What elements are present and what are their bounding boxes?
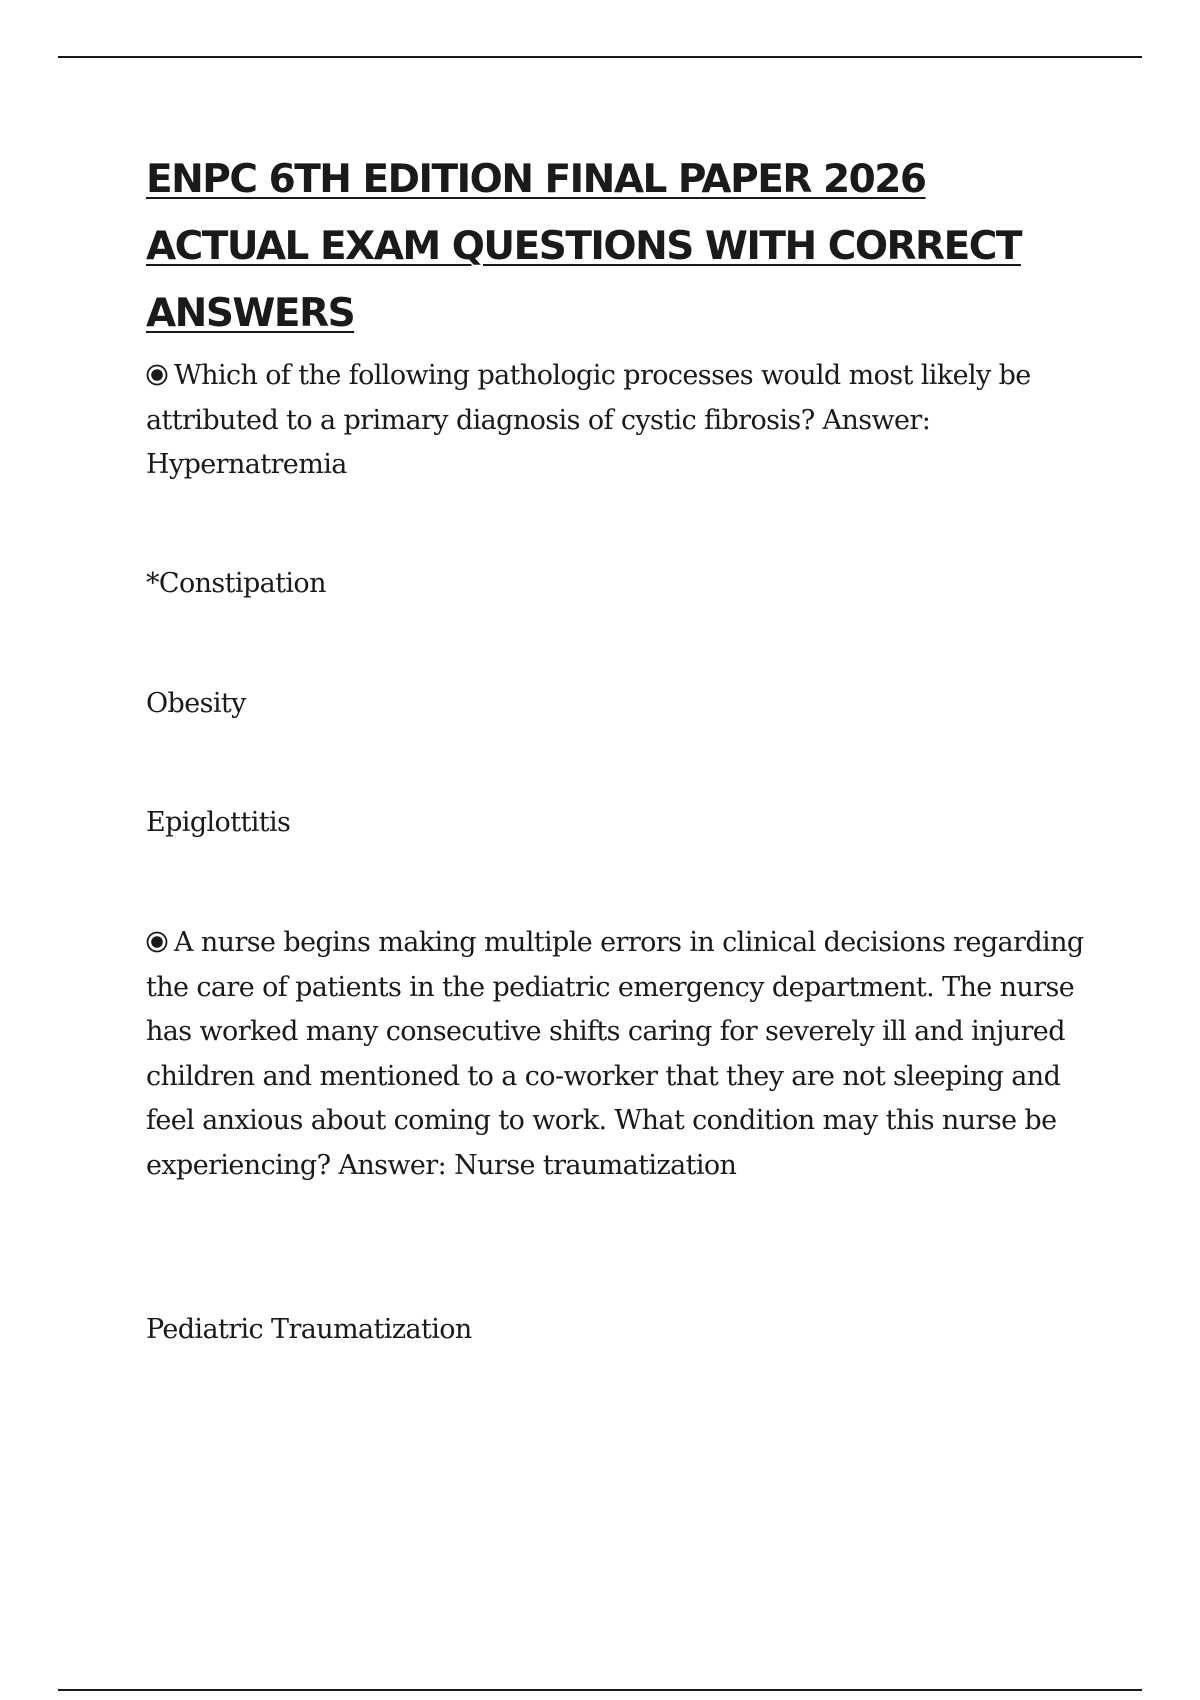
- question-1-option-2: Obesity: [146, 688, 246, 719]
- question-2-text: A nurse begins making multiple errors in clinical decisions regarding the care of patients in the pediatric emergency department. The nurse has worked many consecutive shifts caring for severely ill and injured children and mentioned to a co-worker that they are not sleeping and feel anxious about coming to work. What condition may this nurse be experiencing? Answer: Nurse traumatization: [146, 927, 1084, 1181]
- question-1-option-3: Epiglottitis: [146, 807, 291, 838]
- question-1-text: Which of the following pathologic processes would most likely be attributed to a primary diagnosis of cystic fibrosis? Answer: Hypernatremia: [146, 360, 1031, 480]
- question-2-option-1: Pediatric Traumatization: [146, 1314, 472, 1345]
- document-title: ENPC 6TH EDITION FINAL PAPER 2026 ACTUAL EXAM QUESTIONS WITH CORRECT ANSWERS: [146, 157, 1021, 336]
- question-1: [146, 354, 1086, 488]
- radio-bullet-icon: [146, 364, 168, 386]
- question-2: [146, 921, 1086, 1188]
- bottom-rule: [58, 1689, 1142, 1691]
- question-1-option-1: *Constipation: [146, 568, 326, 599]
- radio-bullet-icon: [146, 931, 168, 953]
- top-rule: [58, 56, 1142, 58]
